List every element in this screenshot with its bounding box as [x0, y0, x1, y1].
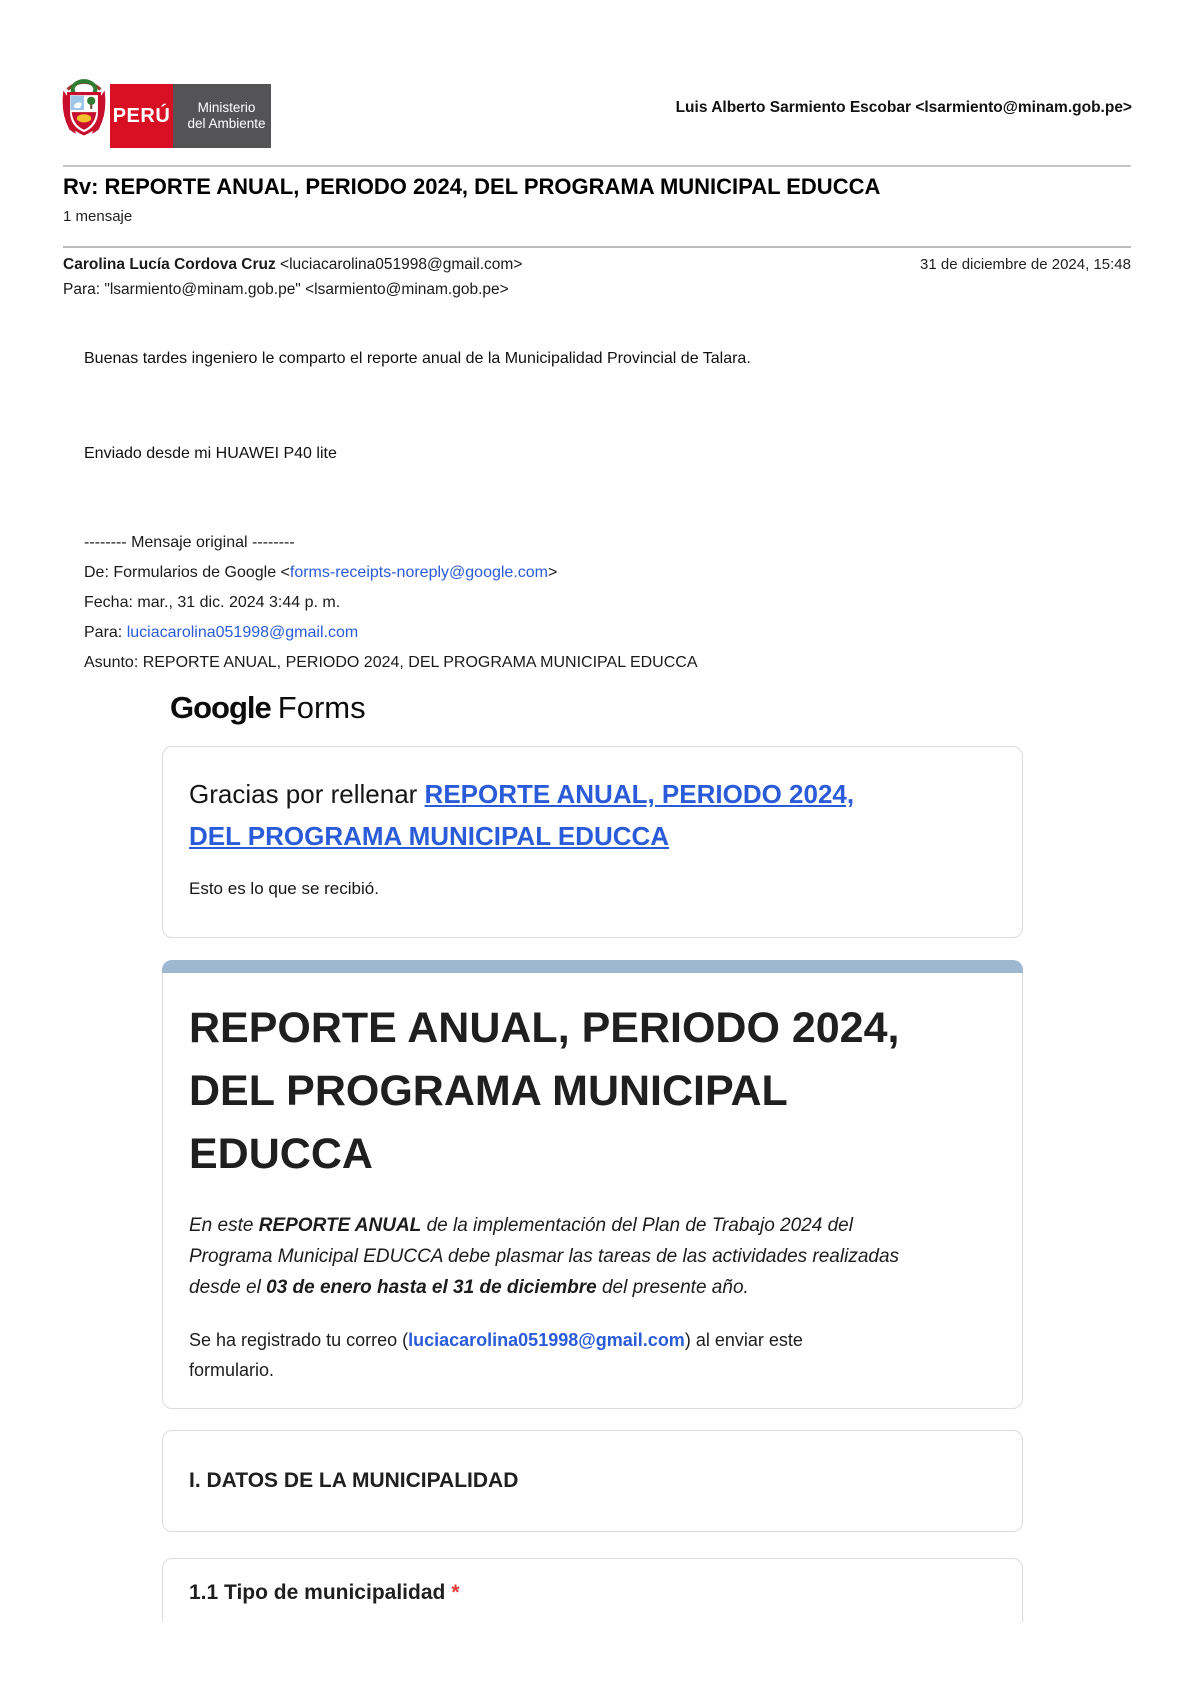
required-asterisk: *: [451, 1581, 460, 1604]
message-greeting: Buenas tardes ingeniero le comparto el reporte anual de la Municipalidad Provincial de Talara.: [84, 350, 751, 367]
forms-logo-text: Forms: [277, 690, 366, 725]
recipient-line: Para: "lsarmiento@minam.gob.pe" <lsarmiento@minam.gob.pe>: [63, 281, 509, 298]
form-header-card: [162, 960, 1023, 1409]
google-logo-text: Google: [170, 690, 271, 725]
message-signature: Enviado desde mi HUAWEI P40 lite: [84, 445, 337, 462]
question-label: 1.1 Tipo de municipalidad *: [189, 1581, 460, 1604]
minam-logo: [60, 74, 271, 148]
original-message-block: [84, 528, 698, 678]
form-description: En este REPORTE ANUAL de la implementación del Plan de Trabajo 2024 del Programa Municipal EDUCCA debe plasmar las tareas de las actividades realizadas desde el 03 de enero hasta el 31 de diciembre del presente año.: [189, 1215, 900, 1298]
form-title: REPORTE ANUAL, PERIODO 2024, DEL PROGRAMA MUNICIPAL EDUCCA: [189, 1004, 900, 1178]
original-from-line: De: Formularios de Google <forms-receipts-noreply@google.com>: [84, 564, 558, 581]
divider: [63, 165, 1131, 167]
sender-name: Carolina Lucía Cordova Cruz: [63, 256, 276, 273]
registered-email-link[interactable]: luciacarolina051998@gmail.com: [408, 1330, 685, 1350]
original-message-header: -------- Mensaje original --------: [84, 534, 295, 551]
received-note: Esto es lo que se recibió.: [189, 879, 379, 898]
thanks-card: [162, 746, 1023, 938]
thread-subject: Rv: REPORTE ANUAL, PERIODO 2024, DEL PROGRAMA MUNICIPAL EDUCCA: [63, 174, 881, 199]
section-card: [162, 1430, 1023, 1532]
form-accent-bar: [162, 960, 1023, 973]
logo-ministry-label: Ministerio del Ambiente: [173, 84, 271, 148]
question-card: [162, 1558, 1023, 1622]
original-subject-line: Asunto: REPORTE ANUAL, PERIODO 2024, DEL PROGRAMA MUNICIPAL EDUCCA: [84, 654, 698, 671]
registered-email-note: Se ha registrado tu correo (luciacarolina051998@gmail.com) al enviar este formulario.: [189, 1330, 803, 1380]
divider: [63, 246, 1131, 248]
account-owner: Luis Alberto Sarmiento Escobar <lsarmiento@minam.gob.pe>: [675, 99, 1132, 116]
original-date-line: Fecha: mar., 31 dic. 2024 3:44 p. m.: [84, 594, 341, 611]
original-to-line: Para: luciacarolina051998@gmail.com: [84, 624, 359, 641]
sender-email: <luciacarolina051998@gmail.com>: [275, 256, 523, 273]
form-title-link[interactable]: REPORTE ANUAL, PERIODO 2024, DEL PROGRAMA MUNICIPAL EDUCCA: [189, 779, 855, 851]
message-date: 31 de diciembre de 2024, 15:48: [920, 256, 1131, 273]
section-title: I. DATOS DE LA MUNICIPALIDAD: [189, 1469, 519, 1492]
forms-noreply-email-link[interactable]: forms-receipts-noreply@google.com: [289, 564, 548, 581]
logo-peru-label: PERÚ: [110, 84, 173, 148]
sender-line: [63, 256, 522, 274]
recipient-email-link[interactable]: luciacarolina051998@gmail.com: [126, 624, 359, 641]
thanks-text: Gracias por rellenar REPORTE ANUAL, PERIODO 2024, DEL PROGRAMA MUNICIPAL EDUCCA: [189, 779, 855, 851]
message-count: 1 mensaje: [63, 208, 133, 225]
google-forms-wordmark: [170, 690, 366, 726]
peru-coat-of-arms-icon: [60, 74, 108, 140]
